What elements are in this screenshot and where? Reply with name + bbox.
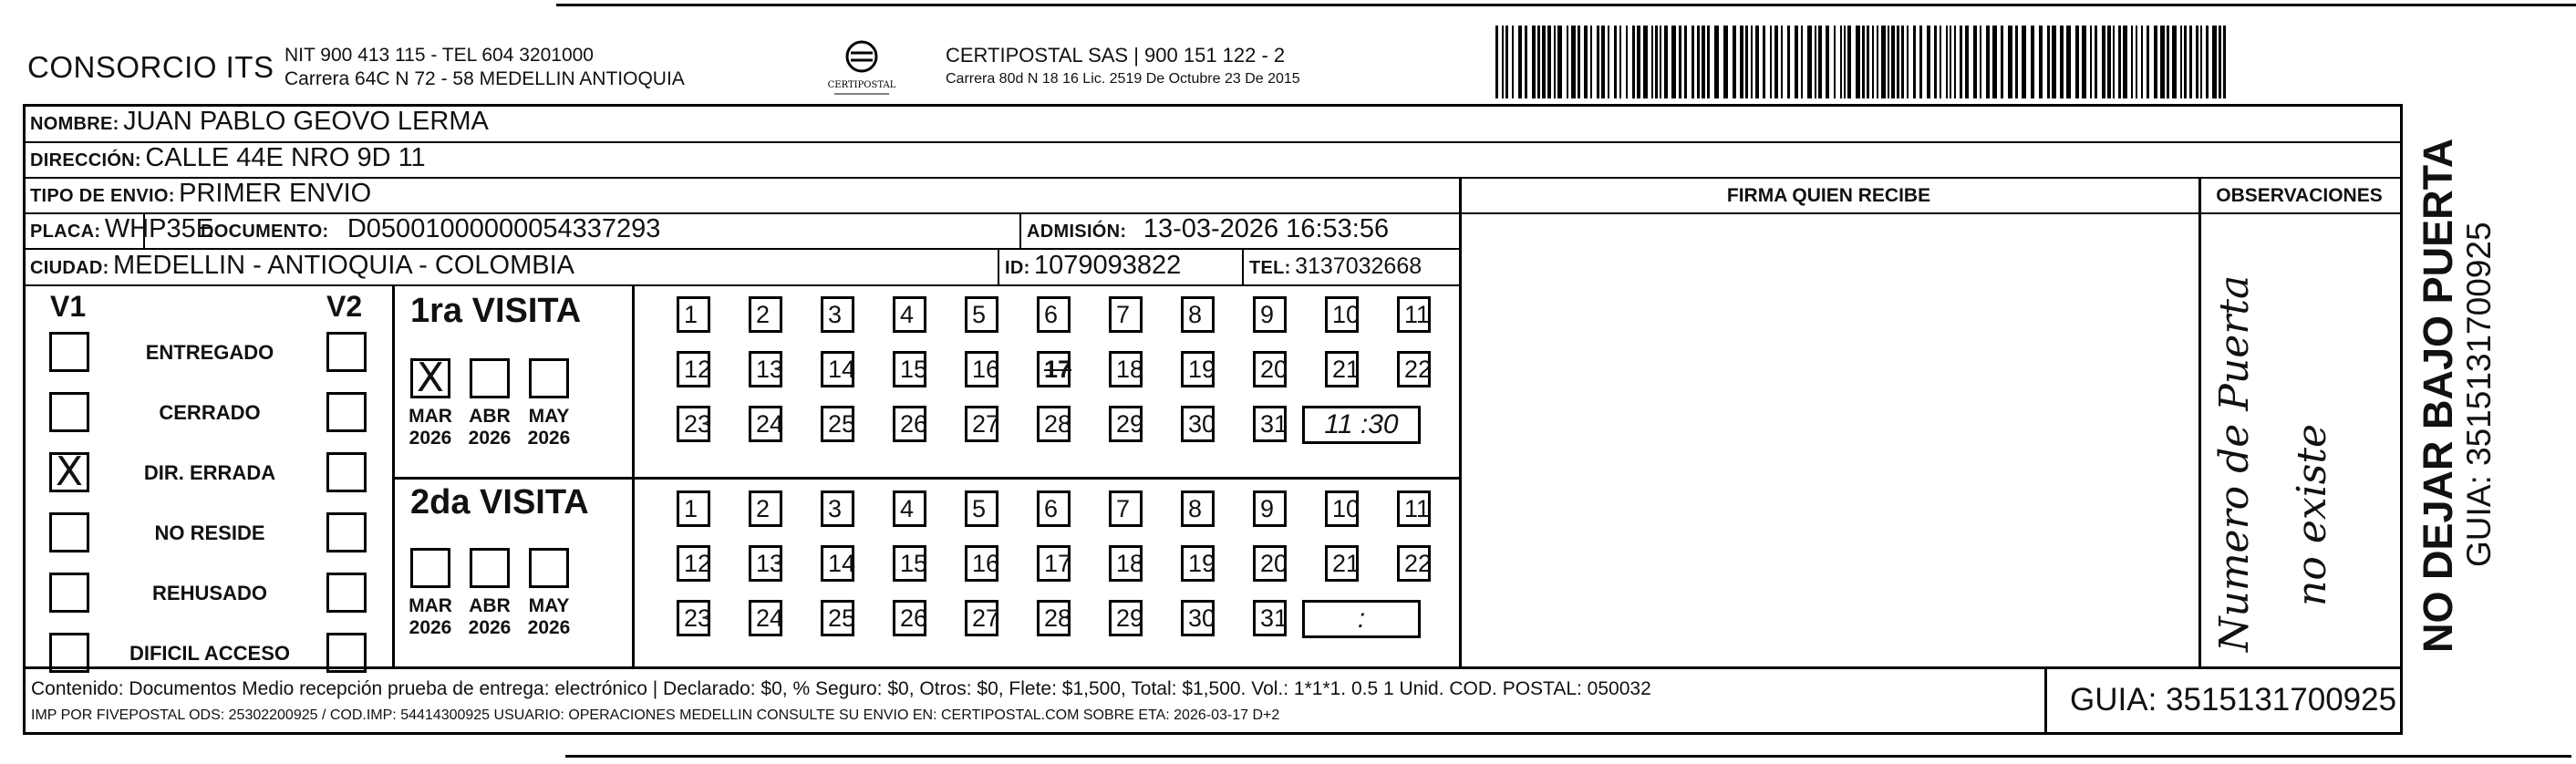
visit2-month-name: MAR — [409, 595, 452, 616]
visit2-day[interactable]: 16 — [965, 545, 998, 582]
barcode-bar — [2082, 26, 2086, 98]
barcode-bar — [1626, 26, 1628, 98]
visit1-day[interactable]: 26 — [893, 406, 926, 442]
barcode-bar — [2184, 26, 2187, 98]
barcode-bar — [1584, 26, 1588, 98]
visit2-day[interactable]: 5 — [965, 490, 998, 527]
barcode-bar — [1934, 26, 1937, 98]
barcode-bar — [2223, 26, 2226, 98]
top-rule — [556, 4, 2576, 6]
visit1-day[interactable]: 8 — [1181, 296, 1215, 333]
visit2-month-name: MAY — [528, 595, 570, 616]
v1-header: V1 — [50, 290, 87, 323]
visit1-month-name: ABR — [469, 406, 511, 427]
barcode-bar — [1954, 26, 1956, 98]
visit1-month-year: 2026 — [468, 428, 512, 449]
direccion-label: DIRECCIÓN: — [30, 150, 141, 170]
tel-field — [1249, 253, 1422, 280]
footer-guia: GUIA: 3515131700925 — [2070, 682, 2397, 718]
documento-label: DOCUMENTO: — [201, 222, 329, 242]
certipostal-nit: CERTIPOSTAL SAS | 900 151 122 - 2 — [946, 44, 1286, 67]
visit1-day[interactable]: 21 — [1325, 351, 1359, 387]
admision-label: ADMISIÓN: — [1027, 222, 1127, 242]
barcode-bar — [2102, 26, 2105, 98]
side-guia: GUIA: 3515131700925 — [2460, 222, 2498, 567]
tipo-label: TIPO DE ENVIO: — [30, 186, 175, 206]
visit1-day[interactable]: 1 — [677, 296, 710, 333]
visit2-day[interactable]: 30 — [1181, 600, 1215, 636]
v2-checkbox[interactable] — [326, 332, 367, 372]
barcode-bar — [2015, 26, 2018, 98]
v1-checkbox[interactable] — [49, 573, 89, 613]
barcode-bar — [1992, 26, 1997, 98]
obs-left-border — [2198, 177, 2201, 668]
barcode-bar — [1755, 26, 1759, 98]
col-sep — [1242, 248, 1244, 284]
barcode-bar — [1590, 26, 1592, 98]
visit2-time[interactable]: : — [1302, 600, 1421, 638]
visit1-day[interactable]: 19 — [1181, 351, 1215, 387]
barcode-bar — [1567, 26, 1568, 98]
barcode-bar — [1619, 26, 1621, 98]
barcode-bar — [2180, 26, 2182, 98]
barcode-bar — [1826, 26, 1829, 98]
obs-handwriting-1: Numero de Puerta — [2211, 274, 2258, 652]
visit1-month-name: MAY — [528, 406, 570, 427]
v2-checkbox[interactable] — [326, 633, 367, 673]
visit1-day[interactable]: 15 — [893, 351, 926, 387]
barcode-bar — [1867, 26, 1869, 98]
ciudad-field — [30, 251, 574, 281]
col-sep — [1019, 212, 1021, 249]
placa-label: PLACA: — [30, 222, 101, 242]
barcode — [1495, 26, 2227, 98]
barcode-bar — [1691, 26, 1694, 98]
visit1-day[interactable]: 3 — [821, 296, 854, 333]
barcode-bar — [1881, 26, 1886, 98]
barcode-bar — [1502, 26, 1504, 98]
visit1-time[interactable]: 11 :30 — [1302, 406, 1421, 444]
barcode-bar — [1655, 26, 1658, 98]
barcode-bar — [1745, 26, 1748, 98]
barcode-bar — [1637, 26, 1640, 98]
visit1-day[interactable]: 12 — [677, 351, 710, 387]
visit2-month-year: 2026 — [527, 617, 571, 638]
visit1-day[interactable]: 28 — [1037, 406, 1071, 442]
footer-guia-border — [2044, 666, 2047, 733]
footer-content: Contenido: Documentos Medio recepción prueba de entrega: electrónico | Declarado: $0, % Seguro: $0, Otros: $0, Flete: $1,500, Total: $1,500. Vol.: 1*1*1. 0.5 1 Unid. COD. POSTAL: 050032 — [31, 678, 1651, 699]
visit1-day[interactable]: 30 — [1181, 406, 1215, 442]
visit2-day[interactable]: 13 — [749, 545, 782, 582]
side-warning: NO DEJAR BAJO PUERTA — [2415, 138, 2461, 653]
visit2-day[interactable]: 22 — [1397, 545, 1431, 582]
barcode-bar — [2031, 26, 2034, 98]
barcode-bar — [1770, 26, 1772, 98]
admision-value: 13-03-2026 16:53:56 — [1143, 214, 1390, 243]
barcode-bar — [1877, 26, 1878, 98]
barcode-bar — [1664, 26, 1668, 98]
barcode-bar — [1679, 26, 1681, 98]
visit1-month-year: 2026 — [409, 428, 452, 449]
visit2-day[interactable]: 6 — [1037, 490, 1071, 527]
id-value: 1079093822 — [1034, 251, 1182, 280]
barcode-bar — [1542, 26, 1546, 98]
barcode-bar — [2189, 26, 2192, 98]
barcode-bar — [1844, 26, 1846, 98]
company-address: Carrera 64C N 72 - 58 MEDELLIN ANTIOQUIA — [284, 68, 685, 89]
barcode-bar — [2206, 26, 2209, 98]
firma-header: FIRMA QUIEN RECIBE — [1726, 185, 1931, 206]
check-mark: X — [416, 355, 445, 401]
visit2-day[interactable]: 23 — [677, 600, 710, 636]
visit2-day[interactable]: 10 — [1325, 490, 1359, 527]
visit2-day[interactable]: 18 — [1109, 545, 1143, 582]
visit1-day[interactable]: 22 — [1397, 351, 1431, 387]
barcode-bar — [1733, 26, 1736, 98]
barcode-bar — [1901, 26, 1904, 98]
barcode-bar — [1862, 26, 1865, 98]
visit2-day[interactable]: 11 — [1397, 490, 1431, 527]
barcode-bar — [1815, 26, 1816, 98]
visit2-month-checkbox[interactable] — [410, 548, 450, 588]
barcode-bar — [1495, 26, 1498, 98]
barcode-bar — [1643, 26, 1648, 98]
barcode-bar — [1840, 26, 1842, 98]
barcode-bar — [1525, 26, 1527, 98]
status-divider — [392, 284, 395, 667]
admision-field — [1027, 214, 1389, 244]
visit2-month-year: 2026 — [409, 617, 452, 638]
barcode-bar — [2200, 26, 2202, 98]
visit1-day[interactable]: 17 — [1037, 351, 1071, 387]
tipo-value: PRIMER ENVIO — [179, 179, 372, 208]
v2-checkbox[interactable] — [326, 512, 367, 552]
visit1-day[interactable]: 13 — [749, 351, 782, 387]
visit1-day[interactable]: 18 — [1109, 351, 1143, 387]
tel-value: 3137032668 — [1295, 253, 1422, 279]
barcode-bar — [1751, 26, 1753, 98]
barcode-bar — [2060, 26, 2064, 98]
ciudad-value: MEDELLIN - ANTIOQUIA - COLOMBIA — [113, 251, 574, 280]
barcode-bar — [1608, 26, 1609, 98]
company-name: CONSORCIO ITS — [27, 50, 274, 84]
barcode-bar — [1946, 26, 1948, 98]
visit2-day[interactable]: 3 — [821, 490, 854, 527]
barcode-bar — [1723, 26, 1728, 98]
visit2-day[interactable]: 4 — [893, 490, 926, 527]
visit1-day[interactable]: 27 — [965, 406, 998, 442]
visit1-month-name: MAR — [409, 406, 452, 427]
visit1-day[interactable]: 14 — [821, 351, 854, 387]
visit2-day[interactable]: 1 — [677, 490, 710, 527]
barcode-bar — [2022, 26, 2026, 98]
placa-field — [30, 214, 213, 244]
barcode-bar — [2136, 26, 2137, 98]
barcode-bar — [2039, 26, 2043, 98]
barcode-bar — [1834, 26, 1836, 98]
v1-checkbox[interactable] — [49, 449, 89, 495]
barcode-bar — [2212, 26, 2217, 98]
barcode-bar — [1897, 26, 1899, 98]
barcode-bar — [1684, 26, 1687, 98]
visit1-day[interactable]: 2 — [749, 296, 782, 333]
barcode-bar — [1707, 26, 1710, 98]
barcode-bar — [2141, 26, 2143, 98]
tel-label: TEL: — [1249, 258, 1291, 278]
barcode-bar — [1518, 26, 1522, 98]
obs-handwriting-2: no existe — [2289, 423, 2335, 606]
barcode-bar — [1597, 26, 1599, 98]
v1-checkbox[interactable] — [49, 392, 89, 432]
barcode-bar — [2008, 26, 2012, 98]
barcode-bar — [2123, 26, 2127, 98]
barcode-bar — [1940, 26, 1941, 98]
barcode-bar — [1697, 26, 1700, 98]
barcode-bar — [1537, 26, 1540, 98]
barcode-bar — [2154, 26, 2157, 98]
row-line — [23, 177, 2403, 179]
visit1-day[interactable]: 23 — [677, 406, 710, 442]
nombre-field — [30, 107, 489, 137]
barcode-bar — [1801, 26, 1803, 98]
footer-print-info: IMP POR FIVEPOSTAL ODS: 25302200925 / COD.IMP: 54414300925 USUARIO: OPERACIONES MEDELLIN CONSULTE SU ENVIO EN: CERTIPOSTAL.COM SOBRE ETA: 2026-03-17 D+2 — [31, 707, 1280, 723]
visit1-month-label — [462, 406, 517, 449]
barcode-bar — [1671, 26, 1676, 98]
visit1-month-year: 2026 — [527, 428, 571, 449]
barcode-bar — [1571, 26, 1576, 98]
visit1-title: 1ra VISITA — [410, 292, 582, 330]
status-label: CERRADO — [159, 401, 261, 424]
barcode-bar — [1763, 26, 1765, 98]
barcode-bar — [1919, 26, 1922, 98]
barcode-bar — [1872, 26, 1874, 98]
barcode-bar — [2118, 26, 2121, 98]
visit2-month-year: 2026 — [468, 617, 512, 638]
barcode-bar — [1578, 26, 1580, 98]
ciudad-label: CIUDAD: — [30, 258, 109, 278]
visit2-month-label — [522, 595, 576, 639]
frame-left — [23, 104, 26, 733]
visit2-day[interactable]: 21 — [1325, 545, 1359, 582]
barcode-bar — [1787, 26, 1790, 98]
placa-value: WHP35E — [104, 214, 214, 243]
visit1-day[interactable]: 9 — [1253, 296, 1287, 333]
id-label: ID: — [1005, 258, 1030, 278]
barcode-bar — [1807, 26, 1812, 98]
visit1-day[interactable]: 20 — [1253, 351, 1287, 387]
logo-text: CERTIPOSTAL — [827, 80, 896, 90]
visit2-month-name: ABR — [469, 595, 511, 616]
months-divider — [632, 284, 635, 667]
visit1-day[interactable]: 4 — [893, 296, 926, 333]
status-label: DIFICIL ACCESO — [129, 642, 290, 665]
barcode-bar — [1856, 26, 1860, 98]
visit1-month-label — [522, 406, 576, 449]
barcode-bar — [2095, 26, 2097, 98]
barcode-bar — [2052, 26, 2056, 98]
barcode-bar — [2167, 26, 2169, 98]
visit2-day[interactable]: 26 — [893, 600, 926, 636]
certipostal-license: Carrera 80d N 18 16 Lic. 2519 De Octubre 23 De 2015 — [946, 71, 1300, 87]
barcode-bar — [2196, 26, 2198, 98]
barcode-bar — [2160, 26, 2165, 98]
v2-header: V2 — [326, 290, 363, 323]
barcode-bar — [1532, 26, 1536, 98]
barcode-bar — [1512, 26, 1514, 98]
visit2-day[interactable]: 14 — [821, 545, 854, 582]
barcode-bar — [1847, 26, 1851, 98]
visit1-month-label — [403, 406, 458, 449]
barcode-bar — [2001, 26, 2003, 98]
barcode-bar — [2090, 26, 2092, 98]
barcode-bar — [1774, 26, 1778, 98]
frame-right — [2400, 104, 2403, 733]
check-mark: X — [55, 449, 84, 495]
visit2-day[interactable]: 27 — [965, 600, 998, 636]
barcode-bar — [1632, 26, 1635, 98]
visit2-day[interactable]: 17 — [1037, 545, 1071, 582]
visit2-day[interactable]: 15 — [893, 545, 926, 582]
visit2-day[interactable]: 19 — [1181, 545, 1215, 582]
barcode-bar — [2075, 26, 2079, 98]
status-label: NO RESIDE — [154, 521, 265, 544]
row-line — [23, 284, 1459, 286]
visit1-day[interactable]: 25 — [821, 406, 854, 442]
visit1-day[interactable]: 29 — [1109, 406, 1143, 442]
barcode-bar — [1913, 26, 1916, 98]
visit1-month-checkbox[interactable] — [470, 358, 510, 398]
barcode-bar — [1818, 26, 1822, 98]
barcode-bar — [1980, 26, 1981, 98]
barcode-bar — [1557, 26, 1562, 98]
visit1-day[interactable]: 16 — [965, 351, 998, 387]
visit-divider — [392, 477, 1461, 480]
barcode-bar — [1891, 26, 1895, 98]
documento-value: D05001000000054337293 — [347, 214, 661, 243]
certipostal-logo — [825, 36, 898, 100]
barcode-bar — [1505, 26, 1508, 98]
visit1-day[interactable]: 31 — [1253, 406, 1287, 442]
visit2-month-checkbox[interactable] — [470, 548, 510, 588]
nombre-value: JUAN PABLO GEOVO LERMA — [123, 107, 489, 136]
barcode-bar — [1740, 26, 1743, 98]
barcode-bar — [1907, 26, 1909, 98]
visit2-day[interactable]: 28 — [1037, 600, 1071, 636]
v1-checkbox[interactable] — [49, 633, 89, 673]
barcode-bar — [2147, 26, 2149, 98]
company-nit: NIT 900 413 115 - TEL 604 3201000 — [284, 45, 594, 66]
barcode-bar — [1651, 26, 1653, 98]
visit2-day[interactable]: 12 — [677, 545, 710, 582]
barcode-bar — [2066, 26, 2071, 98]
visit1-day[interactable]: 11 — [1397, 296, 1431, 333]
visit1-day[interactable]: 24 — [749, 406, 782, 442]
status-label: DIR. ERRADA — [143, 461, 276, 484]
barcode-bar — [2131, 26, 2133, 98]
barcode-bar — [1795, 26, 1798, 98]
visit1-day[interactable]: 5 — [965, 296, 998, 333]
visit1-month-checkbox[interactable] — [410, 355, 450, 401]
barcode-bar — [1702, 26, 1705, 98]
visit2-month-label — [403, 595, 458, 639]
observaciones-header: OBSERVACIONES — [2216, 185, 2383, 206]
barcode-bar — [2107, 26, 2111, 98]
barcode-bar — [1888, 26, 1889, 98]
barcode-bar — [1601, 26, 1605, 98]
barcode-bar — [1614, 26, 1617, 98]
barcode-bar — [1960, 26, 1962, 98]
visit1-day[interactable]: 10 — [1325, 296, 1359, 333]
status-label: REHUSADO — [152, 582, 267, 604]
direccion-value: CALLE 44E NRO 9D 11 — [145, 143, 426, 172]
visit2-month-label — [462, 595, 517, 639]
status-label: ENTREGADO — [145, 341, 274, 364]
visit2-day[interactable]: 25 — [821, 600, 854, 636]
visit2-title: 2da VISITA — [410, 483, 589, 521]
barcode-bar — [1950, 26, 1951, 98]
barcode-bar — [1714, 26, 1719, 98]
v1-checkbox[interactable] — [49, 512, 89, 552]
company-info — [284, 44, 685, 91]
visit1-day[interactable]: 6 — [1037, 296, 1071, 333]
documento-field — [201, 214, 660, 244]
barcode-bar — [2219, 26, 2221, 98]
visit2-day[interactable]: 31 — [1253, 600, 1287, 636]
barcode-bar — [1547, 26, 1551, 98]
v1-checkbox[interactable] — [49, 332, 89, 372]
visit1-month-checkbox[interactable] — [529, 358, 569, 398]
visit2-day[interactable]: 20 — [1253, 545, 1287, 582]
v2-checkbox[interactable] — [326, 452, 367, 492]
visit2-day[interactable]: 9 — [1253, 490, 1287, 527]
visit2-day[interactable]: 7 — [1109, 490, 1143, 527]
barcode-bar — [2047, 26, 2050, 98]
barcode-bar — [1927, 26, 1930, 98]
barcode-bar — [1660, 26, 1661, 98]
tipo-field — [30, 179, 371, 209]
firma-left-border — [1459, 177, 1462, 668]
visit1-day[interactable]: 7 — [1109, 296, 1143, 333]
v2-checkbox[interactable] — [326, 392, 367, 432]
barcode-bar — [1554, 26, 1556, 98]
bottom-rule — [565, 755, 2571, 758]
visit2-day[interactable]: 2 — [749, 490, 782, 527]
barcode-bar — [2113, 26, 2115, 98]
direccion-field — [30, 143, 426, 173]
visit2-day[interactable]: 8 — [1181, 490, 1215, 527]
v2-checkbox[interactable] — [326, 573, 367, 613]
barcode-bar — [1973, 26, 1977, 98]
id-field — [1005, 251, 1181, 281]
nombre-label: NOMBRE: — [30, 114, 119, 134]
visit2-month-checkbox[interactable] — [529, 548, 569, 588]
visit2-day[interactable]: 29 — [1109, 600, 1143, 636]
barcode-bar — [1986, 26, 1990, 98]
certipostal-info — [946, 44, 1300, 91]
barcode-bar — [2172, 26, 2177, 98]
barcode-bar — [1965, 26, 1969, 98]
visit2-day[interactable]: 24 — [749, 600, 782, 636]
barcode-bar — [1781, 26, 1783, 98]
col-sep — [998, 248, 999, 284]
